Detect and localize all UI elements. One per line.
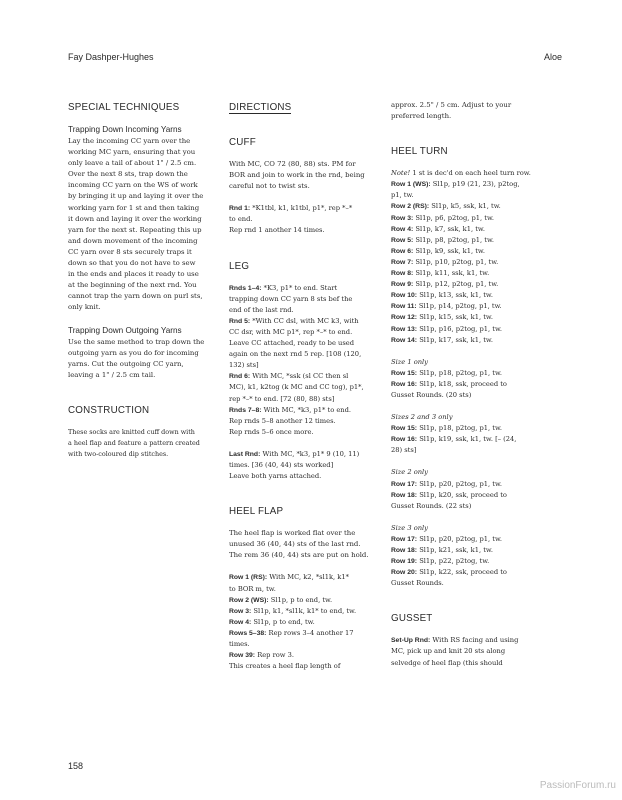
hf-row-1-line xyxy=(229,572,379,583)
size-3-row-text: Sl1p, k22, ssk, proceed to xyxy=(417,568,507,577)
size-3-row-text: Sl1p, p22, p2tog, tw. xyxy=(417,557,490,566)
construction-line: a heel flap and feature a pattern created xyxy=(68,438,200,447)
heel-turn-rows xyxy=(391,179,547,345)
last-rnd-label: Last Rnd: xyxy=(229,450,261,458)
setup-rnd-text: With RS facing and using xyxy=(430,636,519,645)
rnd-1-text: *K1tbl, k1, k1tbl, p1*, rep *–* xyxy=(250,204,353,213)
heel-turn-row-label: Row 13: xyxy=(391,325,418,333)
size-2-row-line: Gusset Rounds. (22 sts) xyxy=(391,501,472,510)
incoming-yarns-line: only knit. xyxy=(68,303,101,312)
size-3-row-label: Row 20: xyxy=(391,569,418,577)
heading-construction: CONSTRUCTION xyxy=(68,404,150,416)
incoming-yarns-line: in the ends and places it ready to use xyxy=(68,270,199,279)
heading-gusset: GUSSET xyxy=(391,613,433,625)
rnd-5-line: Leave CC attached, ready to be used xyxy=(229,339,355,348)
size-1-rows xyxy=(391,368,547,401)
incoming-yarns-line: at the beginning of the next rnd. You xyxy=(68,281,197,290)
heel-turn-row-text: Sl1p, k11, ssk, k1, tw. xyxy=(413,269,490,278)
heel-turn-row-line xyxy=(391,301,547,312)
hf-row-4-line xyxy=(229,617,379,628)
size-1-label: Size 1 only xyxy=(391,357,428,366)
rnd-6-line xyxy=(229,371,379,382)
size-2-row-text: Sl1p, k20, ssk, proceed to xyxy=(417,490,507,499)
heading-heel-flap: HEEL FLAP xyxy=(229,506,284,518)
cuff-text xyxy=(229,159,379,192)
rnd-5-label: Rnd 5: xyxy=(229,317,251,325)
setup-rnd-instruction xyxy=(391,635,547,668)
size-1-row-label: Row 15: xyxy=(391,369,418,377)
incoming-yarns-line: working yarn for 1 st and then taking xyxy=(68,203,200,212)
last-rnd-instruction xyxy=(229,449,379,482)
rnds-7-8-text: With MC, *k3, p1* to end. xyxy=(261,405,352,414)
heel-turn-row-label: Row 6: xyxy=(391,247,414,255)
heel-turn-row-label: Row 9: xyxy=(391,281,414,289)
size-2-label: Size 2 only xyxy=(391,468,428,477)
heel-turn-row-line xyxy=(391,179,547,190)
hf-row-2-text: Sl1p, p to end, tw. xyxy=(268,595,333,604)
rnd-6-label: Rnd 6: xyxy=(229,373,251,381)
heading-directions: DIRECTIONS xyxy=(229,102,292,113)
size-2-3-label: Sizes 2 and 3 only xyxy=(391,413,453,422)
heel-turn-row-text: Sl1p, p19 (21, 23), p2tog, xyxy=(430,180,520,189)
heel-turn-row-label: Row 3: xyxy=(391,214,414,222)
hf-row-2-line xyxy=(229,595,379,606)
incoming-yarns-line: down so that you do not have to sew xyxy=(68,259,196,268)
incoming-yarns-line: Over the next 8 sts, trap down the xyxy=(68,170,188,179)
heel-turn-row-label: Row 2 (RS): xyxy=(391,203,430,211)
heel-flap-text xyxy=(229,528,379,561)
size-2-3-row-label: Row 15: xyxy=(391,425,418,433)
size-2-3-row-label: Row 16: xyxy=(391,436,418,444)
heel-turn-row-text: Sl1p, k17, ssk, k1, tw. xyxy=(417,335,493,344)
setup-rnd-line: MC, pick up and knit 20 sts along xyxy=(391,647,506,656)
size-3-row-line xyxy=(391,534,547,545)
cuff-line: BOR and join to work in the rnd, being xyxy=(229,171,365,180)
size-1-row-line xyxy=(391,379,547,390)
heel-turn-row-line xyxy=(391,290,547,301)
heel-flap-line: The heel flap is worked flat over the xyxy=(229,529,356,538)
rnd-1-label: Rnd 1: xyxy=(229,205,251,213)
incoming-yarns-line: cannot trap the yarn down on purl sts, xyxy=(68,292,203,301)
rnds-1-4-line xyxy=(229,283,379,294)
rnd-5-line: 132) sts] xyxy=(229,361,259,370)
heel-turn-row-line xyxy=(391,312,547,323)
size-3-row-label: Row 18: xyxy=(391,547,418,554)
rnd-6-line: rep *–* to end. [72 (80, 88) sts] xyxy=(229,394,335,403)
rnd-5-instruction xyxy=(229,316,379,371)
cuff-line: With MC, CO 72 (80, 88) sts. PM for xyxy=(229,160,356,168)
hf-row-3-text: Sl1p, k1, *sl1k, k1* to end, tw. xyxy=(251,606,357,615)
size-3-row-line xyxy=(391,567,547,578)
size-1-row-text: Sl1p, p18, p2tog, p1, tw. xyxy=(417,368,503,377)
last-rnd-line: times. [36 (40, 44) sts worked] xyxy=(229,460,334,469)
rnds-1-4-text: *K3, p1* to end. Start xyxy=(261,283,338,292)
heel-turn-row-line xyxy=(391,224,547,235)
heel-turn-row-text: Sl1p, p16, p2tog, p1, tw. xyxy=(417,324,503,333)
heel-turn-row-text: Sl1p, k7, ssk, k1, tw. xyxy=(413,224,485,233)
last-rnd-text: With MC, *k3, p1* 9 (10, 11) xyxy=(260,449,360,458)
incoming-yarns-line: and down movement of the incoming xyxy=(68,236,198,245)
outgoing-yarns-line: leaving a 1" / 2.5 cm tail. xyxy=(68,370,156,379)
outgoing-yarns-text xyxy=(68,337,214,381)
continued-text xyxy=(391,100,547,122)
size-3-rows xyxy=(391,534,547,589)
column-middle xyxy=(229,100,379,672)
last-rnd-line xyxy=(229,449,379,460)
heel-flap-rows xyxy=(229,572,379,672)
incoming-yarns-line: only leave a tail of about 1" / 2.5 cm. xyxy=(68,159,197,168)
size-2-3-row-text: Sl1p, k19, ssk, k1, tw. [– (24, xyxy=(417,435,517,444)
heading-leg: LEG xyxy=(229,260,250,272)
incoming-yarns-line: it down and laying it over the working xyxy=(68,214,202,223)
heel-turn-row-text: Sl1p, k13, ssk, k1, tw. xyxy=(417,291,493,300)
construction-text xyxy=(68,427,214,460)
heel-turn-row-label: Row 12: xyxy=(391,314,418,322)
rnds-1-4-line: end of the last rnd. xyxy=(229,305,294,314)
size-2-row-text: Sl1p, p20, p2tog, p1, tw. xyxy=(417,479,503,488)
size-2-3-row-line xyxy=(391,434,547,445)
subheading-outgoing-yarns: Trapping Down Outgoing Yarns xyxy=(68,325,182,335)
hf-row-1-label: Row 1 (RS): xyxy=(229,574,268,582)
heel-turn-row-line xyxy=(391,246,547,257)
column-right xyxy=(391,100,547,669)
construction-line: These socks are knitted cuff down with xyxy=(68,427,195,436)
hf-row-4-label: Row 4: xyxy=(229,618,252,626)
size-2-3-row-line: 28) sts] xyxy=(391,446,417,455)
cuff-line: careful not to twist sts. xyxy=(229,182,310,191)
hf-rows-5-38-line: times. xyxy=(229,640,250,648)
size-2-row-label: Row 17: xyxy=(391,480,418,488)
running-header-author: Fay Dashper-Hughes xyxy=(68,52,154,62)
setup-rnd-label: Set-Up Rnd: xyxy=(391,637,431,645)
hf-row-3-line xyxy=(229,606,379,617)
heel-turn-row-line xyxy=(391,268,547,279)
hf-row-4-text: Sl1p, p to end, tw. xyxy=(251,617,315,626)
incoming-yarns-line: working MC yarn, ensuring that you xyxy=(68,148,196,157)
heel-flap-end: This creates a heel flap length of xyxy=(229,662,341,671)
size-2-3-row-line xyxy=(391,423,547,434)
incoming-yarns-line: yarn for the next st. Repeating this up xyxy=(68,225,202,234)
hf-row-2-label: Row 2 (WS): xyxy=(229,596,269,604)
rnds-7-8-line: Rep rnds 5–8 another 12 times. xyxy=(229,416,336,425)
rnds-1-4-label: Rnds 1–4: xyxy=(229,284,262,292)
heel-flap-line: unused 36 (40, 44) sts of the last rnd. xyxy=(229,540,361,549)
heel-turn-row-label: Row 7: xyxy=(391,258,414,266)
hf-row-3-label: Row 3: xyxy=(229,607,252,615)
size-3-row-line: Gusset Rounds. xyxy=(391,579,444,588)
size-3-row-label: Row 17: xyxy=(391,535,418,543)
rnd-5-text: *With CC dsl, with MC k3, with xyxy=(250,316,359,325)
heel-turn-row-text: Sl1p, k5, ssk, k1, tw. xyxy=(429,202,501,211)
heel-turn-row-label: Row 11: xyxy=(391,303,417,311)
size-1-row-line xyxy=(391,368,547,379)
rnds-7-8-line: Rep rnds 5–6 once more. xyxy=(229,427,314,436)
size-1-row-text: Sl1p, k18, ssk, proceed to xyxy=(417,379,507,388)
hf-rows-5-38-line xyxy=(229,628,379,639)
continued-line: preferred length. xyxy=(391,112,452,121)
heel-turn-row-line xyxy=(391,279,547,290)
subheading-incoming-yarns: Trapping Down Incoming Yarns xyxy=(68,125,182,134)
incoming-yarns-line: CC yarn over 8 sts securely traps it xyxy=(68,247,192,256)
size-2-3-rows xyxy=(391,423,547,456)
size-2-row-line xyxy=(391,490,547,501)
incoming-yarns-line: incoming CC yarn on the WS of work xyxy=(68,181,198,190)
running-header-title: Aloe xyxy=(543,52,562,62)
rnd-5-line: CC dsr, with MC p1*, rep *–* to end. xyxy=(229,327,353,336)
size-3-row-line xyxy=(391,545,547,556)
setup-rnd-line xyxy=(391,635,547,646)
size-2-row-label: Row 18: xyxy=(391,491,418,499)
heel-turn-row-label: Row 5: xyxy=(391,236,414,244)
incoming-yarns-text xyxy=(68,136,214,314)
size-3-row-text: Sl1p, p20, p2tog, p1, tw. xyxy=(417,534,503,543)
rnd-1-line xyxy=(229,203,379,214)
heel-turn-row-line xyxy=(391,257,547,268)
rnd-1-line: to end. xyxy=(229,215,253,224)
heel-turn-row-text: Sl1p, p6, p2tog, p1, tw. xyxy=(413,213,495,222)
incoming-yarns-line: by bringing it up and laying it over the xyxy=(68,192,204,201)
heel-turn-row-text: Sl1p, p14, p2tog, p1, tw. xyxy=(416,302,502,311)
heel-turn-row-line xyxy=(391,213,547,224)
hf-rows-5-38-label: Rows 5–38: xyxy=(229,629,267,637)
page-number: 158 xyxy=(68,761,84,771)
rnd-5-line xyxy=(229,316,379,327)
size-2-row-line xyxy=(391,479,547,490)
size-3-row-line xyxy=(391,556,547,567)
size-1-row-label: Row 16: xyxy=(391,380,418,388)
rnds-1-4-instruction xyxy=(229,283,379,316)
heel-turn-row-line xyxy=(391,235,547,246)
setup-rnd-line: selvedge of heel flap (this should xyxy=(391,658,503,667)
heel-turn-row-text: Sl1p, k9, ssk, k1, tw. xyxy=(413,246,485,255)
continued-line: approx. 2.5" / 5 cm. Adjust to your xyxy=(391,101,512,109)
incoming-yarns-line: Lay the incoming CC yarn over the xyxy=(68,137,191,145)
size-2-rows xyxy=(391,479,547,512)
heading-cuff: CUFF xyxy=(229,137,256,148)
heel-turn-row-text: Sl1p, p8, p2tog, p1, tw. xyxy=(413,235,495,244)
hf-rows-5-38-text: Rep rows 3–4 another 17 xyxy=(266,628,354,637)
heel-turn-row-line xyxy=(391,335,547,346)
rnds-7-8-instruction xyxy=(229,405,379,438)
hf-row-39-text: Rep row 3. xyxy=(255,651,295,660)
rnds-7-8-label: Rnds 7–8: xyxy=(229,406,262,414)
watermark: PassionForum.ru xyxy=(539,780,616,791)
rnd-1-instruction xyxy=(229,203,379,236)
heel-turn-row-line: p1, tw. xyxy=(391,191,414,200)
outgoing-yarns-line: outgoing yarn as you do for incoming xyxy=(68,348,199,357)
hf-row-39-line xyxy=(229,650,379,661)
outgoing-yarns-line: Use the same method to trap down the xyxy=(68,337,205,346)
rnd-6-text: With MC, *ssk (sl CC then sl xyxy=(250,372,349,381)
heading-heel-turn: HEEL TURN xyxy=(391,146,448,158)
size-2-3-row-text: Sl1p, p18, p2tog, p1, tw. xyxy=(417,424,503,433)
heel-turn-row-label: Row 1 (WS): xyxy=(391,181,431,189)
construction-line: with two-coloured dip stitches. xyxy=(68,450,169,459)
last-rnd-line: Leave both yarns attached. xyxy=(229,472,322,481)
heel-turn-row-line xyxy=(391,324,547,335)
heel-turn-row-text: Sl1p, p12, p2tog, p1, tw. xyxy=(413,280,499,289)
heel-turn-row-text: Sl1p, k15, ssk, k1, tw. xyxy=(417,313,493,322)
heel-flap-line: The rem 36 (40, 44) sts are put on hold. xyxy=(229,551,369,560)
heel-turn-row-label: Row 4: xyxy=(391,225,414,233)
rnd-6-line: MC), k1, k2tog (k MC and CC tog), p1*, xyxy=(229,383,364,392)
size-3-row-text: Sl1p, k21, ssk, k1, tw. xyxy=(417,546,493,554)
outgoing-yarns-line: yarns. Cut the outgoing CC yarn, xyxy=(68,359,184,368)
heel-turn-note: Note! 1 st is dec'd on each heel turn row. xyxy=(391,169,531,178)
rnd-6-instruction xyxy=(229,371,379,404)
heel-turn-row-label: Row 8: xyxy=(391,270,414,278)
size-1-row-line: Gusset Rounds. (20 sts) xyxy=(391,390,472,399)
heel-turn-row-label: Row 14: xyxy=(391,336,418,344)
heel-turn-row-text: Sl1p, p10, p2tog, p1, tw. xyxy=(413,257,499,266)
hf-row-1-line: to BOR m, tw. xyxy=(229,584,276,593)
size-3-row-label: Row 19: xyxy=(391,558,418,566)
heel-turn-row-label: Row 10: xyxy=(391,292,418,300)
rnds-7-8-line xyxy=(229,405,379,416)
size-3-label: Size 3 only xyxy=(391,523,428,532)
hf-row-1-text: With MC, k2, *sl1k, k1* xyxy=(267,573,349,582)
heel-turn-row-line xyxy=(391,201,547,212)
rnds-1-4-line: trapping down CC yarn 8 sts bef the xyxy=(229,294,353,303)
hf-row-39-label: Row 39: xyxy=(229,652,256,660)
rnd-5-line: again on the next rnd 5 rep. [108 (120, xyxy=(229,350,362,359)
column-left xyxy=(68,100,214,460)
rnd-1-line: Rep rnd 1 another 14 times. xyxy=(229,226,325,235)
heading-special-techniques: SPECIAL TECHNIQUES xyxy=(68,102,180,113)
